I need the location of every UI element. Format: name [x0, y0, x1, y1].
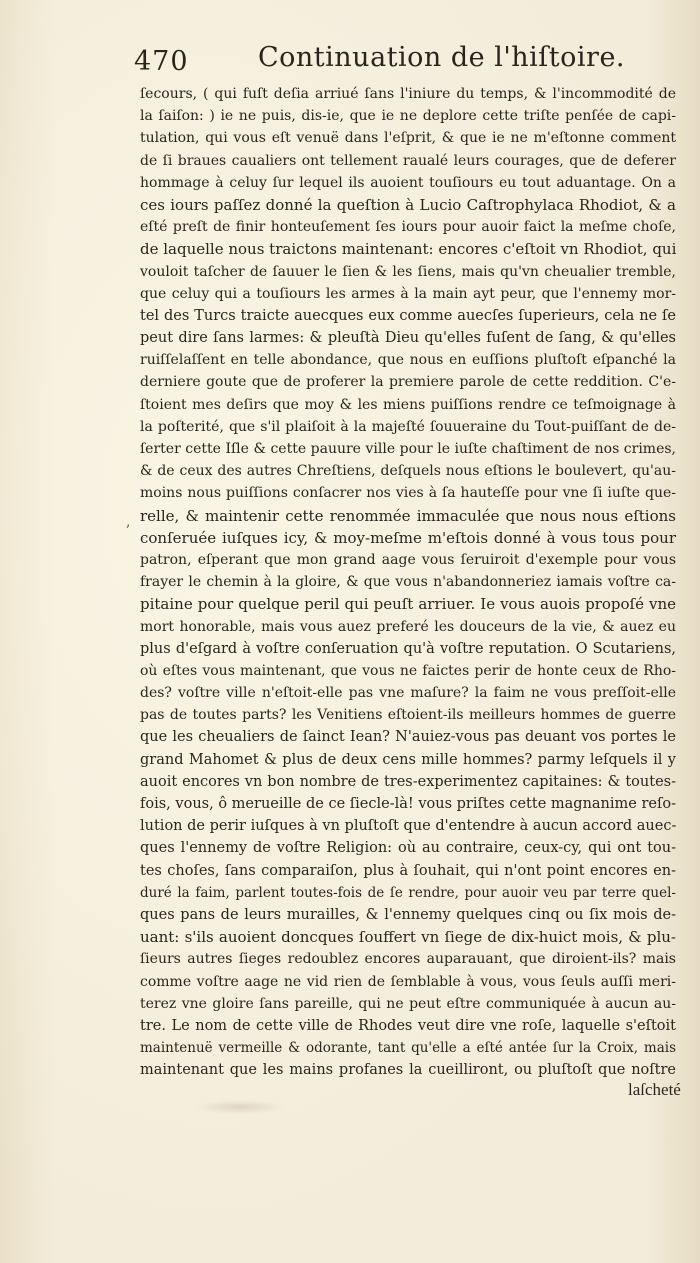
text-line: ces iours paſſez donné la queſtion à Lucio Caſtrophylaca Rhodiot, & a — [140, 195, 676, 214]
text-line: pas de toutes parts? les Venitiens eſtoient-ils meilleurs hommes de guerre — [140, 707, 676, 724]
text-line: que les cheualiers de ſainct Iean? N'auiez-vous pas deuant vos portes le — [140, 729, 676, 746]
text-line: la poſterité, que s'il plaiſoit à la majeſté ſouueraine du Tout-puiſſant de de- — [140, 418, 676, 435]
paper-stain — [195, 1100, 285, 1114]
text-line: mort honorable, mais vous auez preferé les douceurs de la vie, & auez eu — [140, 618, 676, 635]
text-line: hommage à celuy ſur lequel ils auoient touſiours eu tout aduantage. On a — [140, 174, 676, 191]
text-line: la ſaiſon: ) ie ne puis, dis-ie, que ie ne deplore cette triſte penſée de capi- — [140, 108, 676, 125]
text-line: fois, vous, ô merueille de ce ſiecle-là! vous priſtes cette magnanime reſo- — [140, 796, 676, 812]
text-line: conſeruée iuſques icy, & moy-meſme m'eſtois donné à vous tous pour — [140, 528, 676, 547]
text-line: ques pans de leurs murailles, & l'ennemy quelques cinq ou ſix mois de- — [140, 906, 676, 923]
text-line: maintenuë vermeille & odorante, tant qu'elle a eſté antée ſur la Croix, mais — [140, 1040, 676, 1057]
text-line: duré la faim, parlent toutes-fois de ſe rendre, pour auoir veu par terre quel- — [140, 884, 676, 901]
text-line: de ſi braues caualiers ont tellement raualé leurs courages, que de deferer — [140, 152, 676, 169]
running-title: Continuation de l'hiſtoire. — [258, 42, 626, 73]
text-line: que celuy qui a touſiours les armes à la main ayt peur, que l'ennemy mor- — [140, 285, 676, 302]
text-line: maintenant que les mains profanes la cueilliront, ou pluſtoſt que noſtre — [140, 1062, 676, 1079]
text-line: ſerter cette Iſle & cette pauure ville pour le iuſte chaſtiment de nos crimes, — [140, 441, 676, 457]
text-line: patron, eſperant que mon grand aage vous ſeruiroit d'exemple pour vous — [140, 551, 676, 568]
text-line: relle, & maintenir cette renommée immaculée que nous nous eſtions — [140, 506, 676, 525]
text-line: terez vne gloire ſans pareille, qui ne peut eſtre communiquée à aucun au- — [140, 995, 676, 1012]
text-line: derniere goute que de proferer la premiere parole de cette reddition. C'e- — [140, 374, 676, 391]
text-line: des? voſtre ville n'eſtoit-elle pas vne maſure? la faim ne vous preſſoit-elle — [140, 685, 676, 702]
text-line: comme voſtre aage ne vid rien de ſemblable à vous, vous ſeuls auſſi meri- — [140, 973, 676, 990]
text-line: & de ceux des autres Chreſtiens, deſquels nous eſtions le boulevert, qu'au- — [140, 463, 676, 480]
text-line: auoit encores vn bon nombre de tres-experimentez capitaines: & toutes- — [140, 773, 676, 790]
text-line: ruiſſelaſſent en telle abondance, que nous en euſſions pluſtoſt eſpanché la — [140, 352, 676, 369]
text-line: grand Mahomet & plus de deux cens mille hommes? parmy leſquels il y — [140, 751, 676, 768]
text-line: plus d'eſgard à voſtre conſeruation qu'à voſtre reputation. O Scutariens, — [140, 640, 676, 657]
text-line: frayer le chemin à la gloire, & que vous n'abandonneriez iamais voſtre ca- — [140, 574, 676, 591]
text-line: vouloit taſcher de ſauuer le ſien & les ſiens, mais qu'vn cheualier tremble, — [140, 263, 676, 280]
text-line: tulation, qui vous eſt venuë dans l'eſprit, & que ie ne m'eſtonne comment — [140, 130, 676, 147]
text-line: uant: s'ils auoient doncques ſouffert vn ſiege de dix-huict mois, & plu- — [140, 928, 676, 947]
text-line: ſieurs autres ſieges redoublez encores auparauant, que diroient-ils? mais — [140, 951, 676, 968]
text-line: lution de perir iuſques à vn pluſtoſt que d'entendre à aucun accord auec- — [140, 818, 677, 835]
text-line: où eſtes vous maintenant, que vous ne faictes perir de honte ceux de Rho- — [140, 662, 676, 679]
text-line: ques l'ennemy de voſtre Religion: où au contraire, ceux-cy, qui ont tou- — [140, 840, 676, 857]
body-text — [140, 83, 676, 1081]
text-line: eſté preſt de finir honteuſement ſes iours pour auoir faict la meſme choſe, — [140, 219, 676, 236]
text-line: tre. Le nom de cette ville de Rhodes veut dire vne roſe, laquelle s'eſtoit — [140, 1017, 676, 1034]
text-line: tel des Turcs traicte auecques eux comme auecſes ſuperieurs, cela ne ſe — [140, 307, 676, 324]
text-line: ſtoient mes deſirs que moy & les miens puiſſions rendre ce teſmoignage à — [140, 396, 676, 413]
catchword: laſcheté — [628, 1080, 681, 1099]
text-line: moins nous puiſſions conſacrer nos vies à ſa hauteſſe pour vne ſi iuſte que- — [140, 485, 676, 502]
text-line: peut dire ſans larmes: & pleuſtà Dieu qu'elles fuſent de ſang, & qu'elles — [140, 330, 676, 347]
text-line: ſecours, ( qui fuſt deſia arriué ſans l'iniure du temps, & l'incommodité de — [140, 86, 676, 102]
margin-mark: , — [126, 514, 131, 530]
text-line: pitaine pour quelque peril qui peuſt arriuer. Ie vous auois propoſé vne — [140, 595, 676, 614]
page-number: 470 — [134, 46, 189, 77]
text-line: tes choſes, ſans comparaiſon, plus à ſouhait, qui n'ont point encores en- — [140, 862, 676, 879]
text-line: de laquelle nous traictons maintenant: encores c'eſtoit vn Rhodiot, qui — [140, 240, 677, 259]
